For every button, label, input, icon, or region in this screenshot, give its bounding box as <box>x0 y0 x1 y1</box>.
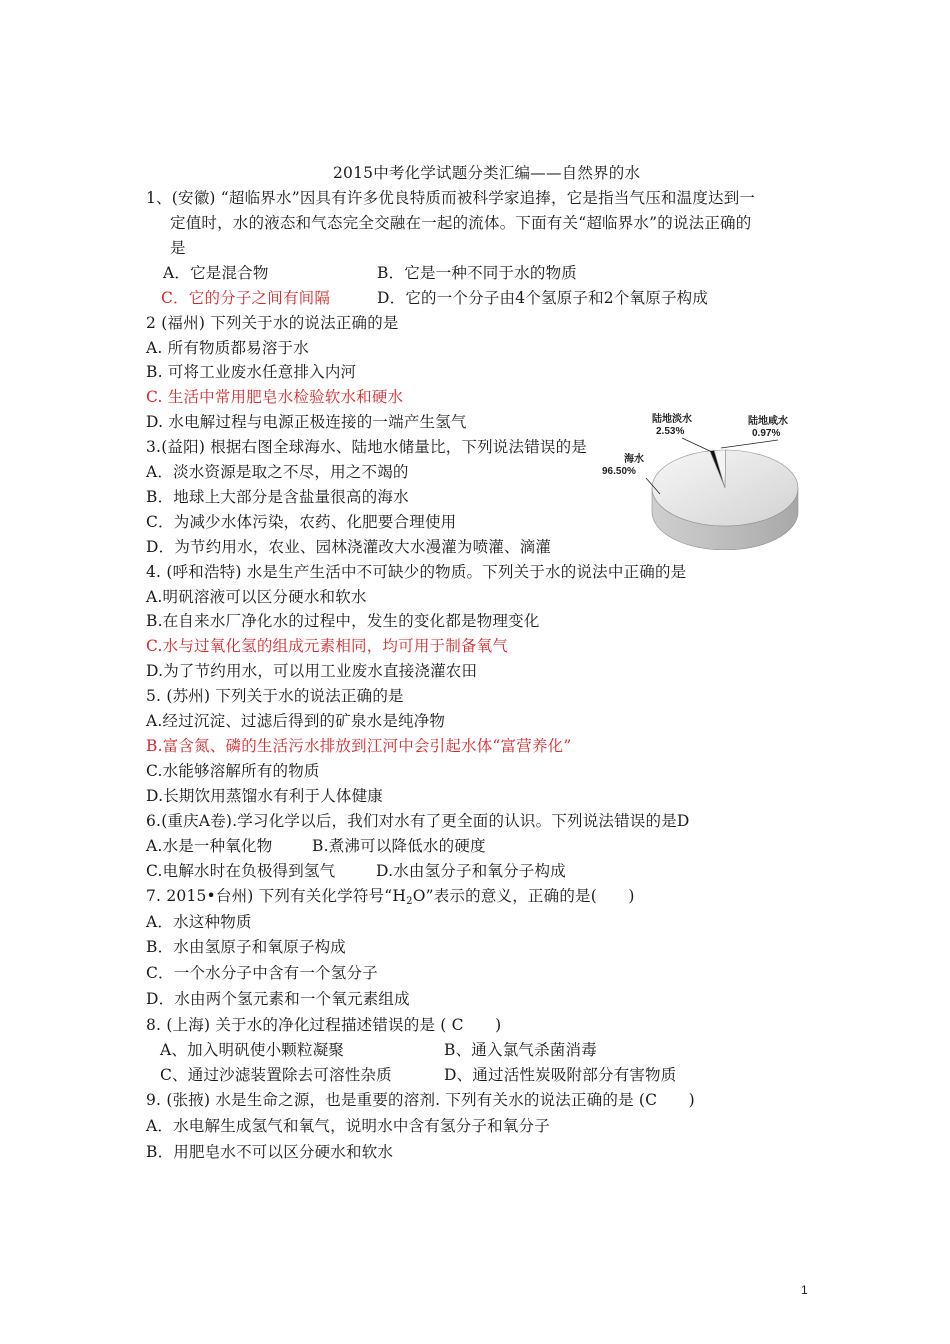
q7-option-c: C．一个水分子中含有一个氢分子 <box>146 964 378 982</box>
q5-option-d: D.长期饮用蒸馏水有利于人体健康 <box>146 787 384 805</box>
q7-option-a: A．水这种物质 <box>146 913 252 931</box>
q7-stem-subscript: 2 <box>406 896 413 907</box>
q9-stem: 9. (张掖) 水是生命之源，也是重要的溶剂. 下列有关水的说法正确的是 (C ) <box>146 1091 695 1109</box>
q3-option-d: D．为节约用水，农业、园林浇灌改大水漫灌为喷灌、滴灌 <box>146 538 552 556</box>
pie-label-name-sea-water: 海水 <box>624 454 644 465</box>
q7-stem-pre: 7. 2015•台州) 下列有关化学符号“H <box>146 887 407 905</box>
pie-label-value-land-salt-water: 0.97% <box>752 428 781 439</box>
q1-stem-line1: 1、(安徽) “超临界水”因具有许多优良特质而被科学家追捧，它是指当气压和温度达到一 <box>146 189 756 207</box>
q2-option-c-answer: C. 生活中常用肥皂水检验软水和硬水 <box>146 388 404 406</box>
q4-option-c-answer: C.水与过氧化氢的组成元素相同，均可用于制备氧气 <box>146 637 509 655</box>
q1-option-a: A．它是混合物 <box>163 264 269 282</box>
q9-option-a: A．水电解生成氢气和氧气，说明水中含有氢分子和氧分子 <box>146 1117 550 1135</box>
pie-leader-line-land-salt-water <box>721 440 778 448</box>
pie-svg <box>600 410 810 550</box>
pie-label-value-sea-water: 96.50% <box>602 466 636 477</box>
q6-stem: 6.(重庆A卷).学习化学以后，我们对水有了更全面的认识。下列说法错误的是D <box>146 812 690 830</box>
q6-option-d: D.水由氢分子和氧分子构成 <box>376 862 566 880</box>
q3-option-a: A．淡水资源是取之不尽，用之不竭的 <box>146 463 409 481</box>
q5-option-c: C.水能够溶解所有的物质 <box>146 762 320 780</box>
q7-option-b: B．水由氢原子和氧原子构成 <box>146 938 346 956</box>
q1-option-b: B．它是一种不同于水的物质 <box>377 264 577 282</box>
q2-option-d: D. 水电解过程与电源正极连接的一端产生氢气 <box>146 413 467 431</box>
q4-option-a: A.明矾溶液可以区分硬水和软水 <box>146 588 367 606</box>
q8-stem: 8. (上海) 关于水的净化过程描述错误的是 ( C ) <box>146 1016 502 1034</box>
pie-label-name-land-fresh-water: 陆地淡水 <box>652 414 692 425</box>
page-title: 2015中考化学试题分类汇编——自然界的水 <box>333 164 641 182</box>
q4-stem: 4. (呼和浩特) 水是生产生活中不可缺少的物质。下列关于水的说法中正确的是 <box>146 563 687 581</box>
q7-stem-post: O”表示的意义，正确的是( ) <box>412 887 635 905</box>
q5-option-a: A.经过沉淀、过滤后得到的矿泉水是纯净物 <box>146 712 446 730</box>
pie-label-value-land-fresh-water: 2.53% <box>656 426 685 437</box>
q7-stem <box>146 886 635 906</box>
q8-option-c: C、通过沙滤装置除去可溶性杂质 <box>160 1066 392 1084</box>
q3-option-b: B．地球上大部分是含盐量很高的海水 <box>146 488 409 506</box>
q8-option-d: D、通过活性炭吸附部分有害物质 <box>444 1066 677 1084</box>
q2-option-b: B. 可将工业废水任意排入内河 <box>146 363 357 381</box>
q6-option-a: A.水是一种氧化物 <box>146 837 273 855</box>
pie-label-name-land-salt-water: 陆地咸水 <box>748 416 788 427</box>
page-number: 1 <box>801 1283 808 1297</box>
pie-leader-line-land-fresh-water <box>682 438 712 452</box>
q5-option-b-answer: B.富含氮、磷的生活污水排放到江河中会引起水体“富营养化” <box>146 737 572 755</box>
q4-option-b: B.在自来水厂净化水的过程中，发生的变化都是物理变化 <box>146 612 540 630</box>
q7-option-d: D．水由两个氢元素和一个氧元素组成 <box>146 990 410 1008</box>
q8-option-b: B、通入氯气杀菌消毒 <box>444 1041 597 1059</box>
q6-option-b: B.煮沸可以降低水的硬度 <box>312 837 486 855</box>
q8-option-a: A、加入明矾使小颗粒凝聚 <box>160 1041 345 1059</box>
q1-option-c-answer: C．它的分子之间有间隔 <box>161 289 331 307</box>
q1-stem-line3: 是 <box>170 239 186 257</box>
q2-option-a: A. 所有物质都易溶于水 <box>146 339 309 357</box>
q1-stem-line2: 定值时，水的液态和气态完全交融在一起的流体。下面有关“超临界水”的说法正确的 <box>170 214 752 232</box>
q2-stem: 2 (福州) 下列关于水的说法正确的是 <box>146 314 399 332</box>
q4-option-d: D.为了节约用水，可以用工业废水直接浇灌农田 <box>146 662 478 680</box>
q6-option-c: C.电解水时在负极得到氢气 <box>146 862 336 880</box>
q3-option-c: C．为减少水体污染，农药、化肥要合理使用 <box>146 513 457 531</box>
q9-option-b: B．用肥皂水不可以区分硬水和软水 <box>146 1143 394 1161</box>
q1-option-d: D．它的一个分子由4个氢原子和2个氧原子构成 <box>377 289 709 307</box>
q5-stem: 5. (苏州) 下列关于水的说法正确的是 <box>146 687 404 705</box>
q3-stem: 3.(益阳) 根据右图全球海水、陆地水储量比，下列说法错误的是 <box>146 438 588 456</box>
water-pie-chart <box>600 410 810 550</box>
